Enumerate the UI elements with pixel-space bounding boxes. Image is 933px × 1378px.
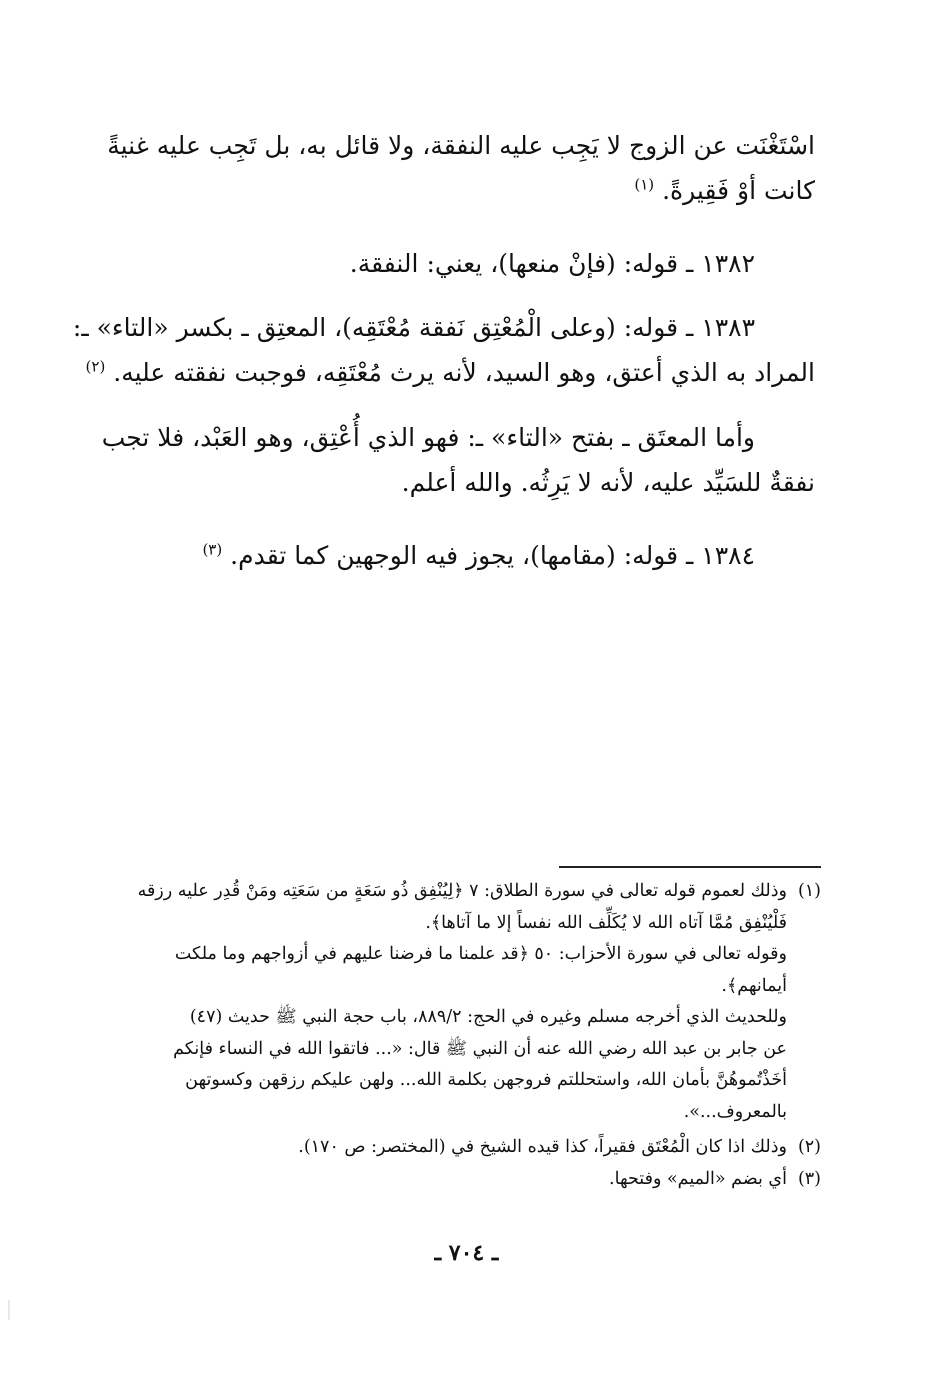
- paragraph-line: اسْتَغْنَت عن الزوج لا يَجِب عليه النفقة، ولا قائل به، بل تَجِب عليه غنيةً: [107, 131, 815, 160]
- paragraph-line: ١٣٨٢ ـ قوله: (فإنْ منعها)، يعني: النفقة.: [349, 249, 755, 278]
- footnote-text: وذلك لعموم قوله تعالى في سورة الطلاق: ٧ ﴿لِيُنْفِق ذُو سَعَةٍ من سَعَتِه ومَنْ قُدِر عليه رزقه: [137, 881, 787, 901]
- footnote-line: أخَذْتُموهُنَّ بأمان الله، واستحللتم فروجهن بكلمة الله... ولهن عليكم رزقهن وكسوتهن: [185, 1070, 787, 1090]
- footnote-line: فَلْيُنْفِق مُمَّا آتاه الله لا يُكَلِّف الله نفساً إلا ما آتاها﴾.: [425, 912, 787, 933]
- paragraph-text: المراد به الذي أعتق، وهو السيد، لأنه يرث مُعْتَقِه، فوجبت نفقته عليه.: [113, 358, 815, 387]
- paragraph-line: [133, 533, 815, 578]
- footnote-line: وقوله تعالى في سورة الأحزاب: ٥٠ ﴿قد علمنا ما فرضنا عليهم في أزواجهم وما ملكت: [174, 944, 787, 964]
- footnote-3: [131, 1164, 821, 1196]
- paragraph-line: وأما المعتَق ـ بفتح «التاء» ـ: فهو الذي أُعْتِق، وهو العَبْد، فلا تجب: [101, 423, 755, 452]
- paragraph-line: نفقةٌ للسَيِّد عليه، لأنه لا يَرِثُه. والله أعلم.: [401, 468, 815, 497]
- scan-edge-mark: [8, 1300, 10, 1320]
- paragraph-1: [107, 123, 815, 213]
- footnote-number: (١): [797, 881, 821, 901]
- footnote-line: عن جابر بن عبد الله رضي الله عنه أن النبي ﷺ قال: «... فاتقوا الله في النساء فإنكم: [173, 1038, 787, 1059]
- footnote-ref: (٢): [85, 357, 106, 376]
- page-number: ـ ٧٠٤ ـ: [434, 1240, 499, 1266]
- footnote-line: بالمعروف...».: [683, 1101, 787, 1122]
- paragraph-1382: [133, 241, 815, 286]
- footnote-line: أيمانهم﴾.: [721, 975, 787, 996]
- footnote-separator: [559, 866, 821, 868]
- footnote-line: وللحديث الذي أخرجه مسلم وغيره في الحج: ٨٨٩/٢، باب حجة النبي ﷺ حديث (٤٧): [189, 1007, 787, 1027]
- footnote-ref: (١): [634, 175, 655, 194]
- paragraph-1383: [72, 305, 815, 395]
- footnote-line: [131, 876, 821, 908]
- footnote-number: (٢): [797, 1137, 821, 1157]
- footnote-line: [131, 1164, 821, 1196]
- footnote-ref: (٣): [202, 540, 223, 559]
- footnote-line: [131, 1132, 821, 1164]
- footnote-number: (٣): [797, 1169, 821, 1189]
- footnote-text: وذلك اذا كان الْمُعْتَق فقيراً، كذا قيده الشيخ في (المختصر: ص ١٧٠).: [298, 1137, 787, 1157]
- footnote-2: [131, 1132, 821, 1164]
- paragraph-text: كانت أوْ فَقِيرةً.: [662, 176, 815, 205]
- footnote-text: أي بضم «الميم» وفتحها.: [609, 1169, 787, 1189]
- paragraph-line: ١٣٨٣ ـ قوله: (وعلى الْمُعْتِق نَفقة مُعْتَقِه)، المعتِق ـ بكسر «التاء» ـ:: [72, 313, 755, 342]
- footnote-1: [131, 876, 821, 1128]
- paragraph-line: [85, 350, 815, 395]
- paragraph-1384: [133, 533, 815, 578]
- paragraph-text: ١٣٨٤ ـ قوله: (مقامها)، يجوز فيه الوجهين كما تقدم.: [230, 541, 755, 570]
- paragraph-line: [133, 168, 815, 213]
- paragraph-mutaq: [101, 415, 815, 505]
